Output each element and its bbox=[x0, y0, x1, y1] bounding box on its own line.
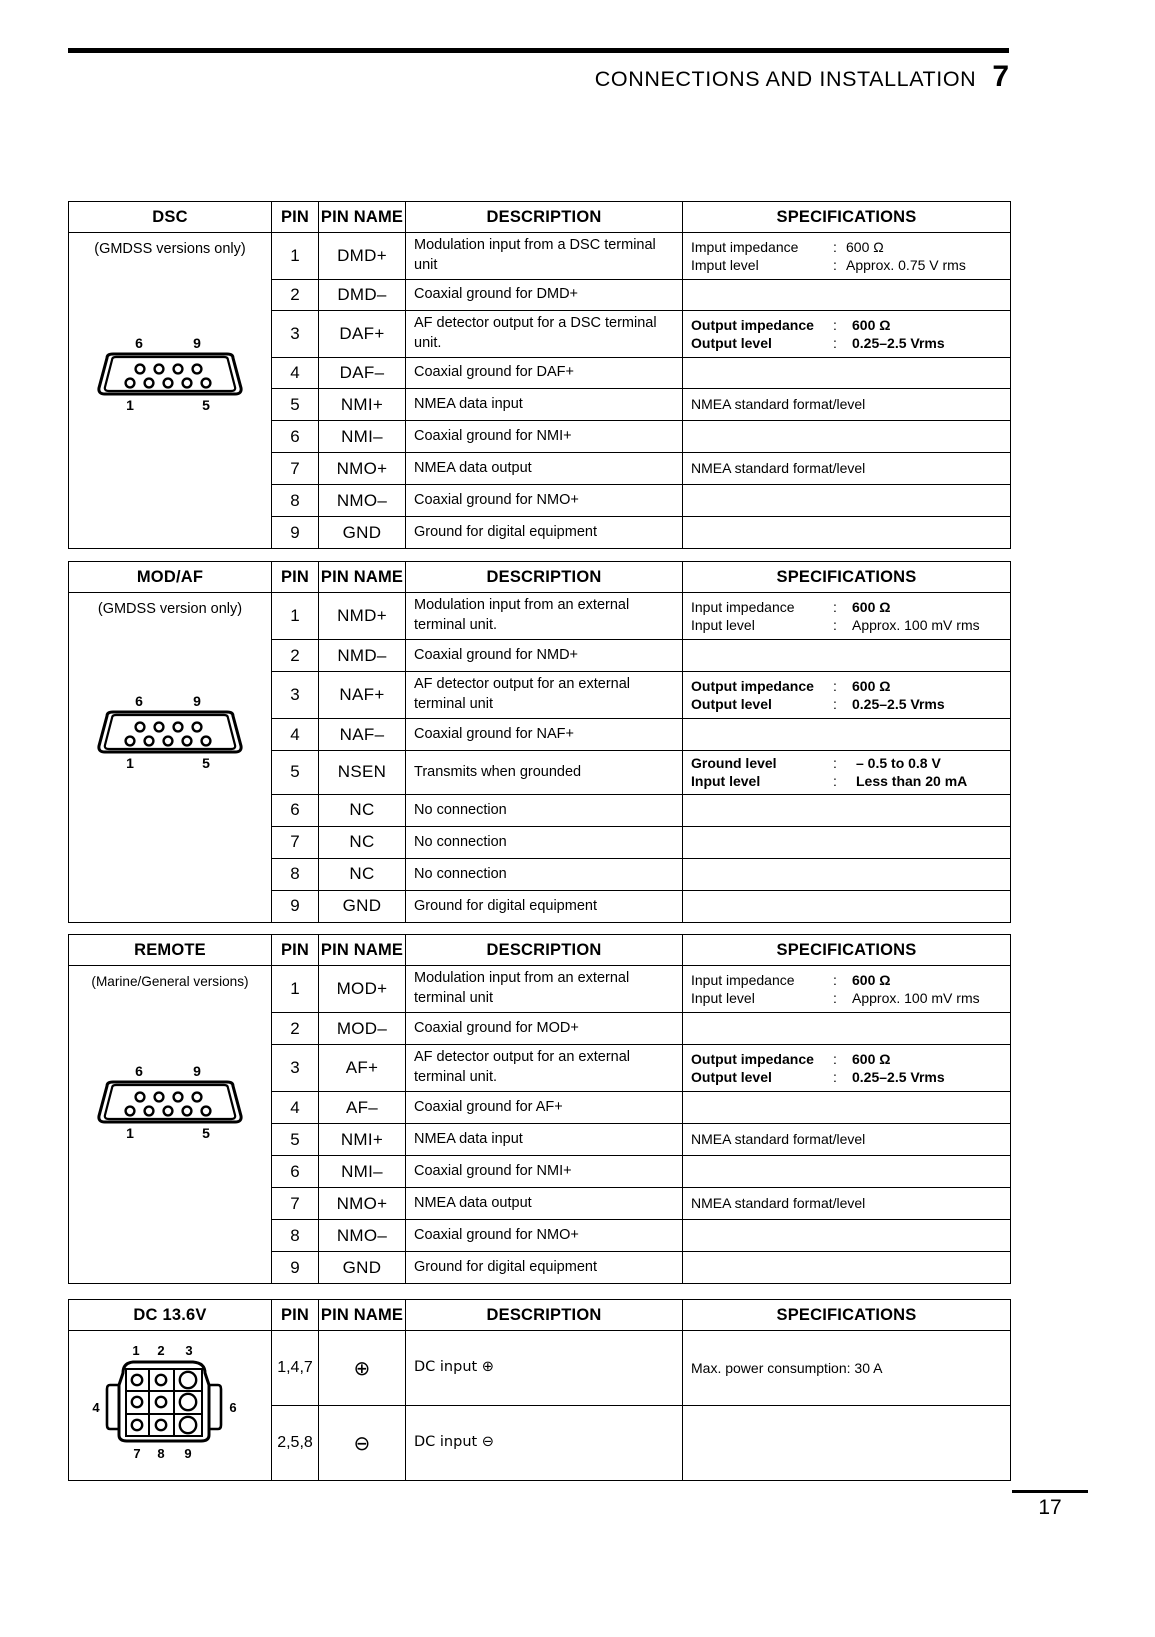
cell-description: Coaxial ground for AF+ bbox=[406, 1092, 683, 1124]
spec-value: – 0.5 to 0.8 V bbox=[856, 755, 941, 771]
column-header-description: DESCRIPTION bbox=[406, 1300, 683, 1331]
cell-specifications bbox=[683, 1045, 1011, 1092]
table-title-remote: REMOTE bbox=[69, 935, 272, 966]
cell-pin-name: DAF+ bbox=[319, 311, 406, 358]
cell-pin: 8 bbox=[272, 1220, 319, 1252]
pin-table-dc bbox=[68, 1299, 1011, 1481]
dc-label-7: 7 bbox=[133, 1446, 141, 1461]
cell-pin: 4 bbox=[272, 1092, 319, 1124]
spec-colon: : bbox=[833, 1050, 837, 1067]
pin-table-dsc bbox=[68, 201, 1011, 549]
cell-pin-name: GND bbox=[319, 890, 406, 922]
spec-value: 0.25–2.5 Vrms bbox=[852, 696, 945, 712]
cell-specifications: NMEA standard format/level bbox=[683, 453, 1011, 485]
cell-specifications: NMEA standard format/level bbox=[683, 1188, 1011, 1220]
spec-colon: : bbox=[833, 773, 837, 790]
spec-key: Ground level bbox=[691, 755, 777, 771]
spec-value: 0.25–2.5 Vrms bbox=[852, 1069, 945, 1085]
cell-pin-name: NMO– bbox=[319, 1220, 406, 1252]
cell-specifications: NMEA standard format/level bbox=[683, 1124, 1011, 1156]
pin-table-modaf bbox=[68, 561, 1011, 923]
spec-key: Output impedance bbox=[691, 316, 814, 333]
cell-pin-name: MOD+ bbox=[319, 966, 406, 1013]
column-header-description: DESCRIPTION bbox=[406, 562, 683, 593]
connector-caption: (GMDSS version only) bbox=[97, 601, 243, 617]
cell-description: NMEA data input bbox=[406, 389, 683, 421]
cell-description: Modulation input from a DSC terminal unit bbox=[406, 233, 683, 280]
de9-label-bottom-right: 5 bbox=[202, 397, 210, 414]
cell-pin-name: NSEN bbox=[319, 751, 406, 795]
spec-colon: : bbox=[833, 598, 837, 615]
spec-colon: : bbox=[833, 1069, 837, 1085]
spec-line bbox=[691, 695, 1004, 713]
spec-line bbox=[691, 238, 1004, 256]
cell-description: Ground for digital equipment bbox=[406, 890, 683, 922]
spec-colon: : bbox=[833, 257, 837, 273]
column-header-specifications: SPECIFICATIONS bbox=[683, 1300, 1011, 1331]
cell-pin: 9 bbox=[272, 517, 319, 549]
de9-label-top-right: 9 bbox=[193, 1063, 201, 1080]
cell-specifications bbox=[683, 233, 1011, 280]
cell-description: AF detector output for a DSC terminal unit. bbox=[406, 311, 683, 358]
cell-description: No connection bbox=[406, 826, 683, 858]
spec-value: Approx. 100 mV rms bbox=[852, 990, 980, 1006]
spec-line bbox=[691, 598, 1004, 616]
spec-line bbox=[691, 971, 1004, 989]
spec-key: Output impedance bbox=[691, 1050, 814, 1067]
cell-specifications bbox=[683, 751, 1011, 795]
cell-pin: 1 bbox=[272, 593, 319, 640]
table-title-modaf: MOD/AF bbox=[69, 562, 272, 593]
column-header-pin-name: PIN NAME bbox=[319, 562, 406, 593]
dc-label-9: 9 bbox=[184, 1446, 192, 1461]
de9-label-bottom-left: 1 bbox=[126, 397, 134, 414]
column-header-description: DESCRIPTION bbox=[406, 202, 683, 233]
spec-colon: : bbox=[833, 696, 837, 712]
connector-cell-dc bbox=[69, 1331, 272, 1481]
cell-pin: 1,4,7 bbox=[272, 1331, 319, 1406]
spec-key: Output level bbox=[691, 335, 772, 351]
column-header-specifications: SPECIFICATIONS bbox=[683, 562, 1011, 593]
spec-key: Output impedance bbox=[691, 677, 814, 694]
spec-value: Approx. 100 mV rms bbox=[852, 617, 980, 633]
cell-pin-name: AF– bbox=[319, 1092, 406, 1124]
de9-label-top-left: 6 bbox=[135, 335, 143, 352]
cell-pin-name: NMD– bbox=[319, 640, 406, 672]
cell-specifications bbox=[683, 1156, 1011, 1188]
spec-colon: : bbox=[833, 316, 837, 333]
spec-value: Less than 20 mA bbox=[856, 773, 968, 790]
spec-value: 0.25–2.5 Vrms bbox=[852, 335, 945, 351]
cell-pin-name: NMI– bbox=[319, 1156, 406, 1188]
column-header-pin-name: PIN NAME bbox=[319, 935, 406, 966]
de9-label-top-left: 6 bbox=[135, 693, 143, 710]
dc-label-1: 1 bbox=[132, 1343, 140, 1358]
cell-pin-name: NMD+ bbox=[319, 593, 406, 640]
cell-pin-name: NMI+ bbox=[319, 1124, 406, 1156]
de9-label-top-right: 9 bbox=[193, 335, 201, 352]
page-title: CONNECTIONS AND INSTALLATION bbox=[594, 67, 977, 91]
cell-specifications bbox=[683, 794, 1011, 826]
cell-pin: 7 bbox=[272, 826, 319, 858]
spec-value: 600 Ω bbox=[852, 598, 891, 615]
cell-description: AF detector output for an external terminal unit bbox=[406, 672, 683, 719]
table-header-row bbox=[69, 202, 1011, 233]
table-row bbox=[69, 966, 1011, 1013]
cell-specifications bbox=[683, 593, 1011, 640]
header-divider-rule bbox=[68, 48, 1009, 53]
cell-pin-name: GND bbox=[319, 1252, 406, 1284]
pin-table-remote bbox=[68, 934, 1011, 1284]
spec-key: Output level bbox=[691, 1069, 772, 1085]
cell-specifications bbox=[683, 1013, 1011, 1045]
cell-specifications bbox=[683, 311, 1011, 358]
cell-description: Coaxial ground for NMI+ bbox=[406, 1156, 683, 1188]
spec-value: Approx. 0.75 V rms bbox=[846, 257, 966, 273]
cell-pin-name: AF+ bbox=[319, 1045, 406, 1092]
cell-description: Coaxial ground for DMD+ bbox=[406, 280, 683, 311]
dc-label-3: 3 bbox=[185, 1343, 193, 1358]
cell-specifications bbox=[683, 890, 1011, 922]
table-row bbox=[69, 593, 1011, 640]
cell-pin-name: ⊖ bbox=[319, 1406, 406, 1481]
dc-label-4: 4 bbox=[92, 1400, 100, 1415]
cell-pin: 3 bbox=[272, 672, 319, 719]
cell-specifications bbox=[683, 1092, 1011, 1124]
cell-description: Modulation input from an external terminal unit bbox=[406, 966, 683, 1013]
cell-specifications bbox=[683, 640, 1011, 672]
cell-description: Ground for digital equipment bbox=[406, 517, 683, 549]
spec-colon: : bbox=[833, 755, 837, 771]
de9-label-bottom-right: 5 bbox=[202, 1125, 210, 1142]
cell-pin-name: NC bbox=[319, 858, 406, 890]
cell-description: Modulation input from an external terminal unit. bbox=[406, 593, 683, 640]
column-header-pin-name: PIN NAME bbox=[319, 202, 406, 233]
cell-pin-name: NAF– bbox=[319, 719, 406, 751]
cell-description: Coaxial ground for NMD+ bbox=[406, 640, 683, 672]
spec-line bbox=[691, 316, 1004, 334]
cell-pin: 3 bbox=[272, 311, 319, 358]
spec-colon: : bbox=[833, 238, 837, 255]
spec-colon: : bbox=[833, 617, 837, 633]
column-header-specifications: SPECIFICATIONS bbox=[683, 202, 1011, 233]
cell-description: Coaxial ground for MOD+ bbox=[406, 1013, 683, 1045]
cell-pin-name: NC bbox=[319, 794, 406, 826]
cell-description: DC input ⊕ bbox=[406, 1331, 683, 1406]
spec-line bbox=[691, 772, 1004, 790]
dc-label-8: 8 bbox=[157, 1446, 165, 1461]
table-row bbox=[69, 233, 1011, 280]
cell-specifications bbox=[683, 719, 1011, 751]
cell-description: DC input ⊖ bbox=[406, 1406, 683, 1481]
cell-pin: 9 bbox=[272, 1252, 319, 1284]
connector-caption: (GMDSS versions only) bbox=[94, 241, 246, 257]
cell-description: No connection bbox=[406, 858, 683, 890]
spec-line bbox=[691, 334, 1004, 352]
de9-label-bottom-left: 1 bbox=[126, 1125, 134, 1142]
cell-pin-name: NMI+ bbox=[319, 389, 406, 421]
cell-description: AF detector output for an external terminal unit. bbox=[406, 1045, 683, 1092]
cell-pin-name: NAF+ bbox=[319, 672, 406, 719]
spec-line bbox=[691, 1050, 1004, 1068]
cell-pin: 5 bbox=[272, 389, 319, 421]
spec-key: Output level bbox=[691, 696, 772, 712]
table-header-row bbox=[69, 935, 1011, 966]
cell-description: Coaxial ground for NAF+ bbox=[406, 719, 683, 751]
spec-colon: : bbox=[833, 990, 837, 1006]
cell-specifications bbox=[683, 1406, 1011, 1481]
connector-cell-remote bbox=[69, 966, 272, 1284]
cell-pin-name: NMO– bbox=[319, 485, 406, 517]
de9-label-bottom-right: 5 bbox=[202, 755, 210, 772]
page-header bbox=[68, 62, 1009, 92]
spec-key: Input impedance bbox=[691, 598, 795, 615]
cell-pin: 2 bbox=[272, 1013, 319, 1045]
connector-cell-modaf bbox=[69, 593, 272, 923]
spec-value: 600 Ω bbox=[852, 316, 891, 333]
cell-pin-name: NMO+ bbox=[319, 1188, 406, 1220]
cell-pin-name: DMD+ bbox=[319, 233, 406, 280]
cell-specifications bbox=[683, 858, 1011, 890]
cell-pin: 2 bbox=[272, 280, 319, 311]
column-header-pin: PIN bbox=[272, 1300, 319, 1331]
cell-pin-name: NMO+ bbox=[319, 453, 406, 485]
cell-description: NMEA data output bbox=[406, 453, 683, 485]
spec-line bbox=[691, 1068, 1004, 1086]
spec-value: 600 Ω bbox=[846, 238, 884, 255]
cell-pin-name: ⊕ bbox=[319, 1331, 406, 1406]
cell-specifications bbox=[683, 280, 1011, 311]
cell-pin: 6 bbox=[272, 1156, 319, 1188]
de9-label-top-left: 6 bbox=[135, 1063, 143, 1080]
cell-description: Coaxial ground for NMO+ bbox=[406, 1220, 683, 1252]
spec-line bbox=[691, 616, 1004, 634]
cell-pin: 2 bbox=[272, 640, 319, 672]
column-header-pin-name: PIN NAME bbox=[319, 1300, 406, 1331]
cell-specifications bbox=[683, 421, 1011, 453]
cell-specifications bbox=[683, 358, 1011, 389]
de9-connector-diagram bbox=[69, 690, 271, 782]
cell-pin-name: GND bbox=[319, 517, 406, 549]
table-row bbox=[69, 1331, 1011, 1406]
table-title-dc: DC 13.6V bbox=[69, 1300, 272, 1331]
cell-pin-name: DMD– bbox=[319, 280, 406, 311]
spec-key: Input impedance bbox=[691, 971, 795, 988]
spec-line bbox=[691, 256, 1004, 274]
cell-pin: 5 bbox=[272, 751, 319, 795]
spec-key: Input level bbox=[691, 773, 761, 790]
cell-description: Coaxial ground for NMO+ bbox=[406, 485, 683, 517]
cell-pin: 2,5,8 bbox=[272, 1406, 319, 1481]
cell-pin: 3 bbox=[272, 1045, 319, 1092]
spec-value: 600 Ω bbox=[852, 971, 891, 988]
page-number: 17 bbox=[1038, 1496, 1062, 1519]
column-header-pin: PIN bbox=[272, 562, 319, 593]
cell-pin: 6 bbox=[272, 421, 319, 453]
spec-key: Input level bbox=[691, 617, 755, 633]
cell-specifications bbox=[683, 517, 1011, 549]
dc-label-6: 6 bbox=[229, 1400, 237, 1415]
spec-line bbox=[691, 677, 1004, 695]
cell-description: No connection bbox=[406, 794, 683, 826]
spec-colon: : bbox=[833, 677, 837, 694]
spec-colon: : bbox=[833, 971, 837, 988]
cell-description: Coaxial ground for NMI+ bbox=[406, 421, 683, 453]
cell-pin-name: NC bbox=[319, 826, 406, 858]
cell-specifications bbox=[683, 966, 1011, 1013]
cell-description: Transmits when grounded bbox=[406, 751, 683, 795]
cell-specifications bbox=[683, 672, 1011, 719]
cell-specifications bbox=[683, 1252, 1011, 1284]
cell-pin-name: NMI– bbox=[319, 421, 406, 453]
cell-description: Ground for digital equipment bbox=[406, 1252, 683, 1284]
table-title-dsc: DSC bbox=[69, 202, 272, 233]
spec-key: Imput impedance bbox=[691, 238, 799, 255]
de9-label-bottom-left: 1 bbox=[126, 755, 134, 772]
dc-connector-diagram bbox=[69, 1341, 271, 1461]
cell-pin: 8 bbox=[272, 485, 319, 517]
spec-value: 600 Ω bbox=[852, 677, 891, 694]
spec-line bbox=[691, 754, 1004, 772]
cell-pin: 4 bbox=[272, 719, 319, 751]
column-header-description: DESCRIPTION bbox=[406, 935, 683, 966]
column-header-specifications: SPECIFICATIONS bbox=[683, 935, 1011, 966]
cell-specifications bbox=[683, 1220, 1011, 1252]
spec-line bbox=[691, 989, 1004, 1007]
spec-key: Imput level bbox=[691, 257, 759, 273]
de9-connector-diagram bbox=[69, 1060, 271, 1152]
cell-pin: 6 bbox=[272, 794, 319, 826]
table-header-row bbox=[69, 1300, 1011, 1331]
spec-key: Input level bbox=[691, 990, 755, 1006]
column-header-pin: PIN bbox=[272, 935, 319, 966]
column-header-pin: PIN bbox=[272, 202, 319, 233]
cell-pin-name: MOD– bbox=[319, 1013, 406, 1045]
cell-pin-name: DAF– bbox=[319, 358, 406, 389]
cell-pin: 8 bbox=[272, 858, 319, 890]
de9-connector-diagram bbox=[69, 332, 271, 424]
cell-specifications: NMEA standard format/level bbox=[683, 389, 1011, 421]
footer-divider-rule bbox=[1012, 1490, 1088, 1493]
cell-pin: 5 bbox=[272, 1124, 319, 1156]
spec-value: 600 Ω bbox=[852, 1050, 891, 1067]
cell-pin: 7 bbox=[272, 1188, 319, 1220]
cell-pin: 1 bbox=[272, 233, 319, 280]
cell-pin: 9 bbox=[272, 890, 319, 922]
cell-specifications: Max. power consumption: 30 A bbox=[683, 1331, 1011, 1406]
table-header-row bbox=[69, 562, 1011, 593]
cell-specifications bbox=[683, 826, 1011, 858]
chapter-number: 7 bbox=[992, 60, 1009, 93]
cell-pin: 7 bbox=[272, 453, 319, 485]
cell-description: NMEA data input bbox=[406, 1124, 683, 1156]
connector-cell-dsc bbox=[69, 233, 272, 549]
de9-label-top-right: 9 bbox=[193, 693, 201, 710]
dc-label-2: 2 bbox=[157, 1343, 165, 1358]
cell-pin: 4 bbox=[272, 358, 319, 389]
cell-specifications bbox=[683, 485, 1011, 517]
cell-description: Coaxial ground for DAF+ bbox=[406, 358, 683, 389]
connector-caption: (Marine/General versions) bbox=[91, 974, 249, 989]
spec-colon: : bbox=[833, 335, 837, 351]
cell-pin: 1 bbox=[272, 966, 319, 1013]
cell-description: NMEA data output bbox=[406, 1188, 683, 1220]
